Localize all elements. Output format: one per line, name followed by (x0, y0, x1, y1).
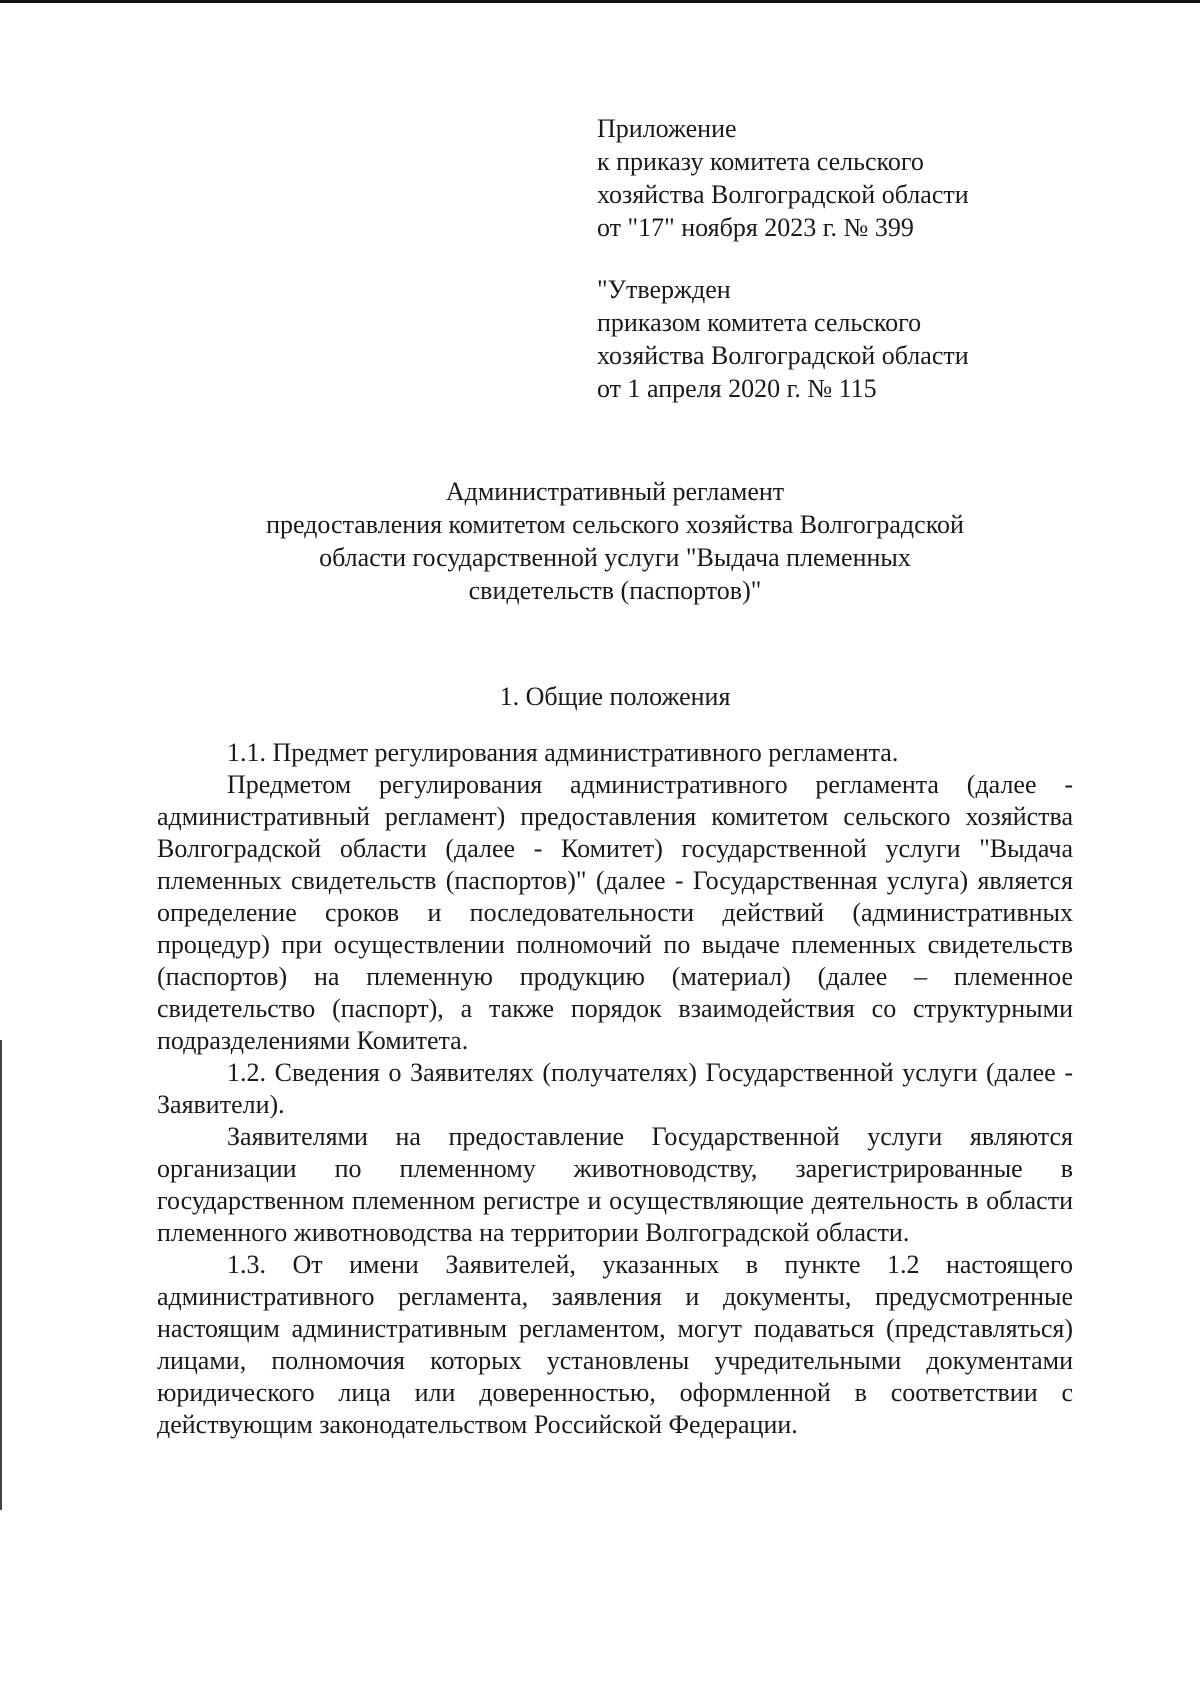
paragraph-1-3: 1.3. От имени Заявителей, указанных в пункте 1.2 настоящего административного регламента, заявления и документы, предусмотренные настоящим административным регламентом, могут подаваться (представляться) лицами, полномочия которых установлены учредительными документами юридического лица или доверенностью, оформленной в соответствии с действующим законодательством Российской Федерации. (157, 1250, 1073, 1439)
approval-line: от 1 апреля 2020 г. № 115 (597, 374, 877, 403)
annex-line: от "17" ноября 2023 г. № 399 (597, 213, 914, 242)
annex-line: Приложение (597, 114, 737, 143)
annex-line: хозяйства Волгоградской области (597, 180, 969, 209)
scan-border-left (0, 1040, 2, 1510)
title-line: предоставления комитетом сельского хозяйства Волгоградской (266, 510, 964, 539)
section-heading: 1. Общие положения (499, 682, 731, 711)
approval-line: приказом комитета сельского (597, 308, 922, 337)
document-title (157, 475, 1073, 607)
paragraph-subject: Предметом регулирования административного регламента (далее - административный регламент) предоставления комитетом сельского хозяйства Волгоградской области (далее - Комитет) государственной услуги "Выдача племенных свидетельств (паспортов)" (далее - Государственная услуга) является определение сроков и последовательности действий (административных процедур) при осуществлении полномочий по выдаче племенных свидетельств (паспортов) на племенную продукцию (материал) (далее – племенное свидетельство (паспорт), а также порядок взаимодействия со структурными подразделениями Комитета. (157, 770, 1073, 1055)
annex-block (597, 112, 1037, 244)
paragraph-1-2: 1.2. Сведения о Заявителях (получателях) Государственной услуги (далее - Заявители). (157, 1058, 1073, 1119)
title-line: Административный регламент (445, 477, 785, 506)
section-body (157, 737, 1073, 1441)
paragraph-applicants: Заявителями на предоставление Государственной услуги являются организации по племенному животноводству, зарегистрированные в государственном племенном регистре и осуществляющие деятельность в области племенного животноводства на территории Волгоградской области. (157, 1122, 1073, 1247)
paragraph-1-1: 1.1. Предмет регулирования административного регламента. (227, 738, 899, 767)
annex-line: к приказу комитета сельского (597, 147, 924, 176)
title-line: области государственной услуги "Выдача племенных (319, 543, 911, 572)
approval-line: хозяйства Волгоградской области (597, 341, 969, 370)
document-page (157, 112, 1073, 1441)
scan-border-top (0, 0, 1200, 3)
title-line: свидетельств (паспортов)" (468, 576, 762, 605)
approval-line: "Утвержден (597, 275, 731, 304)
approval-block (597, 273, 1037, 405)
